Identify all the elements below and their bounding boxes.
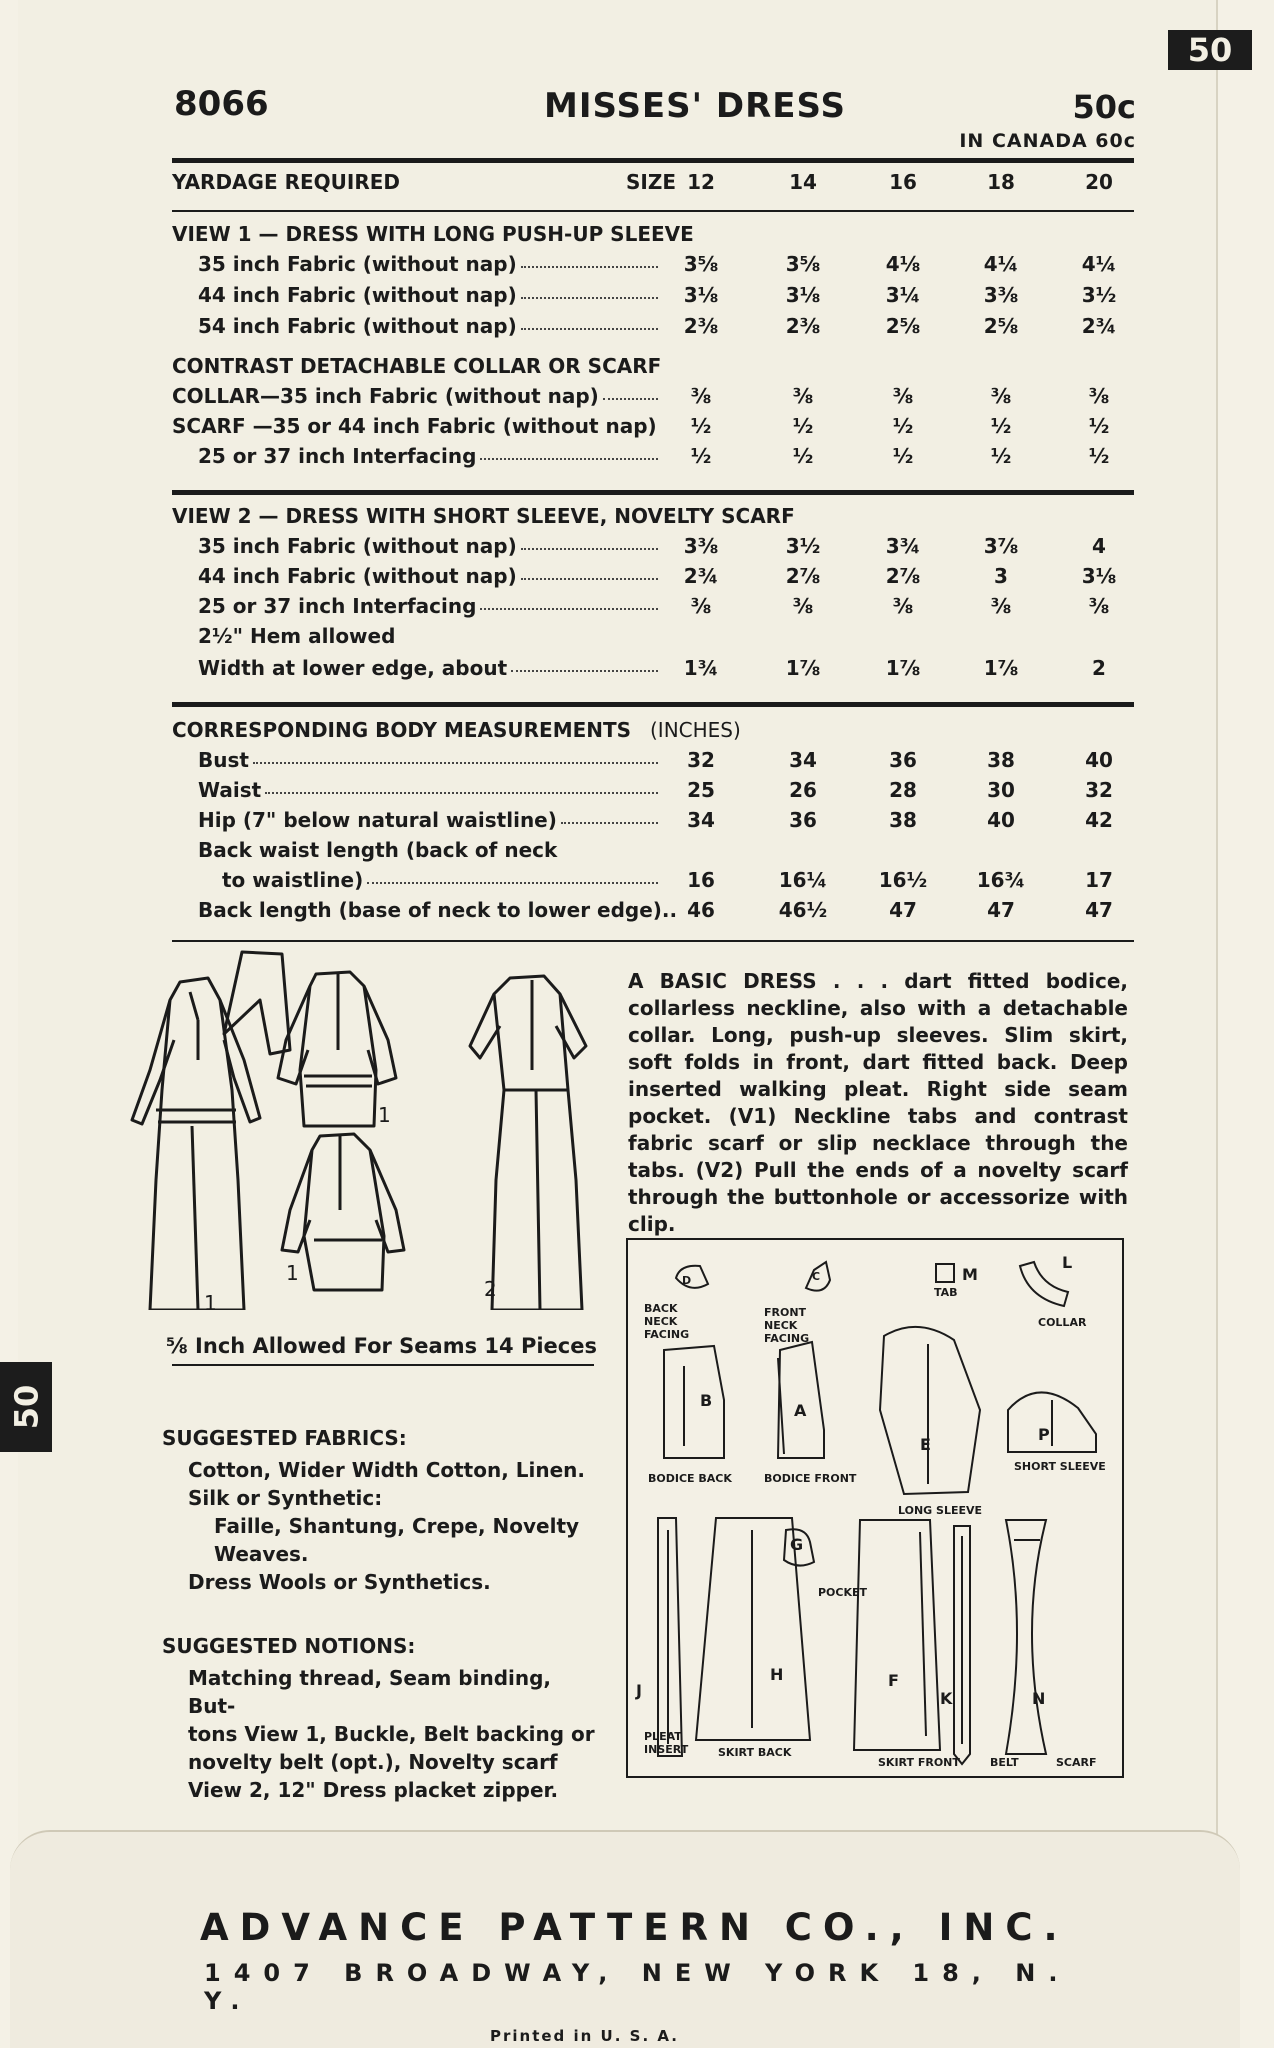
value-cell: 47 (987, 898, 1015, 922)
table-row (172, 252, 1134, 282)
value-cell: ⅜ (892, 594, 914, 618)
value-cell: 2⅝ (983, 314, 1019, 338)
section-heading-unit: (INCHES) (650, 718, 741, 742)
view1-heading-row (172, 222, 1134, 252)
row-label: Waist (198, 778, 262, 802)
value-cell: 2⅜ (785, 314, 821, 338)
size-col: 18 (987, 170, 1015, 194)
divider (172, 940, 1134, 942)
piece-letter: F (888, 1671, 899, 1690)
value-cell: ½ (892, 414, 914, 438)
table-row (172, 808, 1134, 838)
value-cell: 1⅞ (983, 656, 1019, 680)
dress-view-1-front (132, 978, 260, 1310)
value-cell: 30 (987, 778, 1015, 802)
row-label: COLLAR—35 inch Fabric (without nap) (172, 384, 599, 408)
value-cell: ⅜ (990, 384, 1012, 408)
row-label: 44 inch Fabric (without nap) (198, 283, 517, 307)
piece-letter: M (962, 1265, 978, 1284)
piece-name: LONG SLEEVE (898, 1504, 983, 1517)
table-row (172, 898, 1134, 928)
value-cell: ½ (1088, 414, 1110, 438)
table-row (172, 564, 1134, 594)
table-row (172, 594, 1134, 624)
value-cell: 4¼ (983, 252, 1019, 276)
row-label: 54 inch Fabric (without nap) (198, 314, 517, 338)
size-col: 20 (1085, 170, 1113, 194)
fabrics-heading: SUGGESTED FABRICS: (162, 1426, 407, 1450)
piece-name: FACING (764, 1332, 810, 1345)
piece-name: SKIRT BACK (718, 1746, 792, 1759)
value-cell: 47 (889, 898, 917, 922)
piece-name: NECK (644, 1315, 678, 1328)
table-row (172, 283, 1134, 313)
value-cell: 2¾ (683, 564, 719, 588)
row-label: to waistline) (222, 868, 364, 892)
value-cell: 3⅛ (1081, 564, 1117, 588)
notions-heading: SUGGESTED NOTIONS: (162, 1634, 416, 1658)
value-cell: 34 (789, 748, 817, 772)
value-cell: 28 (889, 778, 917, 802)
value-cell: 46 (687, 898, 715, 922)
piece-scarf (1006, 1520, 1046, 1754)
value-cell: ½ (1088, 444, 1110, 468)
dress-view-1-back-bodice (282, 1134, 404, 1290)
yardage-heading: YARDAGE REQUIRED (172, 170, 400, 194)
leader-dots (521, 266, 658, 268)
tab-marker-top: 50 (1168, 30, 1252, 70)
row-label: 44 inch Fabric (without nap) (198, 564, 517, 588)
value-cell: ½ (792, 414, 814, 438)
row-label: Hip (7" below natural waistline) (198, 808, 557, 832)
piece-name: SCARF (1056, 1756, 1097, 1769)
piece-name: BODICE FRONT (764, 1472, 857, 1485)
printed-note: Printed in U. S. A. (490, 2027, 679, 2045)
value-cell: ⅜ (792, 384, 814, 408)
piece-letter: D (682, 1274, 692, 1287)
piece-letter: E (920, 1435, 931, 1454)
row-label: 35 inch Fabric (without nap) (198, 534, 517, 558)
value-cell: ½ (690, 414, 712, 438)
notion-line: Matching thread, Seam binding, But- (188, 1666, 552, 1718)
suggested-fabrics (162, 1424, 602, 1596)
piece-letter: P (1038, 1425, 1050, 1444)
table-row (172, 384, 1134, 414)
table-row (172, 838, 1134, 868)
value-cell: 2¾ (1081, 314, 1117, 338)
piece-name: PLEAT (644, 1730, 682, 1743)
value-cell: 42 (1085, 808, 1113, 832)
view-number: 1 (378, 1103, 391, 1127)
size-col: 14 (789, 170, 817, 194)
piece-name: SHORT SLEEVE (1014, 1460, 1106, 1473)
row-label: SCARF —35 or 44 inch Fabric (without nap) (172, 414, 657, 438)
price-canada: IN CANADA 60c (959, 130, 1136, 152)
seam-allowance-note: ⅝ Inch Allowed For Seams 14 Pieces (166, 1334, 597, 1358)
value-cell: 2⅝ (885, 314, 921, 338)
tab-marker-side-label: 50 (7, 1384, 45, 1430)
piece-letter: C (812, 1270, 821, 1283)
piece-name: TAB (934, 1286, 958, 1299)
dress-description: A BASIC DRESS . . . dart fitted bodice, collarless neckline, also with a detachable collar. Long, push-up sleeves. Slim skirt, soft folds in front, dart fitted back. Deep inserted walking pleat. Right side seam pocket. (V1) Neckline tabs and contrast fabric scarf or slip necklace through the tabs. (V2) Pull the ends of a novelty scarf through the buttonhole or accessorize with clip. (628, 969, 1128, 1236)
value-cell: 36 (789, 808, 817, 832)
piece-letter: L (1062, 1253, 1073, 1272)
fabric-line: Silk or Synthetic: (188, 1486, 383, 1510)
value-cell: 3⅛ (683, 283, 719, 307)
value-cell: ½ (690, 444, 712, 468)
notion-line: novelty belt (opt.), Novelty scarf (188, 1750, 558, 1774)
notion-line: tons View 1, Buckle, Belt backing or (188, 1722, 595, 1746)
table-row (172, 534, 1134, 564)
size-col: 12 (687, 170, 715, 194)
section-heading: CONTRAST DETACHABLE COLLAR OR SCARF (172, 354, 662, 378)
piece-name: NECK (764, 1319, 798, 1332)
notion-line: View 2, 12" Dress placket zipper. (188, 1778, 559, 1802)
leader-dots (480, 608, 658, 610)
leader-dots (521, 297, 658, 299)
size-label: SIZE (625, 170, 676, 194)
tab-marker-side (0, 1362, 52, 1452)
piece-letter: A (794, 1401, 807, 1420)
table-row (172, 778, 1134, 808)
row-label: Width at lower edge, about (198, 656, 508, 680)
value-cell: ⅜ (892, 384, 914, 408)
value-cell: 38 (987, 748, 1015, 772)
leader-dots (603, 398, 658, 400)
piece-tab (936, 1264, 954, 1282)
dress-view-2 (470, 976, 586, 1310)
value-cell: 2⅜ (683, 314, 719, 338)
value-cell: 26 (789, 778, 817, 802)
value-cell: 32 (1085, 778, 1113, 802)
value-cell: 17 (1085, 868, 1113, 892)
value-cell: 3 (994, 564, 1008, 588)
value-cell: 16½ (878, 868, 928, 892)
size-col: 16 (889, 170, 917, 194)
pattern-pieces-diagram (626, 1238, 1124, 1778)
leader-dots (521, 548, 658, 550)
value-cell: 16¼ (778, 868, 828, 892)
value-cell: 2 (1092, 656, 1106, 680)
piece-name: BELT (990, 1756, 1019, 1769)
piece-collar (1020, 1262, 1068, 1306)
piece-name: POCKET (818, 1586, 868, 1599)
value-cell: 16¾ (976, 868, 1026, 892)
value-cell: 40 (1085, 748, 1113, 772)
leader-dots (265, 792, 658, 794)
leader-dots (367, 882, 658, 884)
piece-skirt-front (854, 1520, 940, 1750)
publisher-footer (200, 1906, 1100, 2045)
row-label: Back length (base of neck to lower edge).. (198, 898, 678, 922)
section-heading: CORRESPONDING BODY MEASUREMENTS (172, 718, 632, 742)
fabric-line: Weaves. (214, 1542, 309, 1566)
value-cell: 2⅞ (885, 564, 921, 588)
value-cell: 34 (687, 808, 715, 832)
pattern-pieces-svg (628, 1240, 1126, 1780)
view2-heading-row (172, 504, 1134, 534)
table-row (172, 656, 1134, 686)
value-cell: ⅜ (1088, 384, 1110, 408)
row-label: 25 or 37 inch Interfacing (198, 594, 477, 618)
table-row (172, 444, 1134, 474)
piece-back-neck-facing (676, 1266, 708, 1288)
value-cell: 2⅞ (785, 564, 821, 588)
value-cell: 1⅞ (785, 656, 821, 680)
value-cell: 3⅞ (983, 534, 1019, 558)
value-cell: 3⅝ (683, 252, 719, 276)
value-cell: 1⅞ (885, 656, 921, 680)
company-address: 1407 BROADWAY, NEW YORK 18, N. Y. (204, 1959, 1071, 2015)
piece-letter: H (770, 1665, 784, 1684)
page-title: MISSES' DRESS (544, 86, 846, 126)
piece-bodice-back (664, 1346, 724, 1458)
value-cell: 36 (889, 748, 917, 772)
piece-name: FACING (644, 1328, 690, 1341)
leader-dots (561, 822, 658, 824)
table-row (172, 314, 1134, 344)
fabric-line: Dress Wools or Synthetics. (188, 1570, 491, 1594)
dress-illustrations (120, 950, 620, 1310)
contrast-heading-row (172, 354, 1134, 384)
piece-name: SKIRT FRONT (878, 1756, 960, 1769)
section-heading: VIEW 1 — DRESS WITH LONG PUSH-UP SLEEVE (172, 222, 694, 246)
leader-dots (511, 670, 658, 672)
value-cell: ⅜ (990, 594, 1012, 618)
table-row (172, 414, 1134, 444)
price: 50c (1072, 88, 1136, 126)
piece-pleat-insert (658, 1518, 682, 1756)
leader-dots (253, 762, 658, 764)
leader-dots (480, 458, 658, 460)
piece-name: COLLAR (1038, 1316, 1087, 1329)
piece-letter: G (790, 1535, 804, 1554)
table-row (172, 748, 1134, 778)
value-cell: 46½ (778, 898, 828, 922)
fabric-line: Cotton, Wider Width Cotton, Linen. (188, 1458, 586, 1482)
value-cell: ½ (892, 444, 914, 468)
value-cell: 3⅛ (785, 283, 821, 307)
value-cell: 3½ (1081, 283, 1117, 307)
section-heading: VIEW 2 — DRESS WITH SHORT SLEEVE, NOVELTY SCARF (172, 504, 795, 528)
row-label: Bust (198, 748, 249, 772)
value-cell: 4⅛ (885, 252, 921, 276)
company-name: ADVANCE PATTERN CO., INC. (200, 1906, 1069, 1949)
value-cell: 3¼ (885, 283, 921, 307)
value-cell: ½ (990, 414, 1012, 438)
value-cell: 47 (1085, 898, 1113, 922)
leader-dots (521, 328, 658, 330)
piece-letter: J (636, 1681, 642, 1700)
value-cell: 3¾ (885, 534, 921, 558)
yardage-table (172, 0, 1134, 940)
table-row (172, 868, 1134, 898)
value-cell: ½ (792, 444, 814, 468)
value-cell: ⅜ (792, 594, 814, 618)
value-cell: ⅜ (690, 384, 712, 408)
yardage-header-row (172, 170, 1134, 200)
piece-letter: K (940, 1689, 953, 1708)
value-cell: 25 (687, 778, 715, 802)
row-label: Back waist length (back of neck (198, 838, 558, 862)
row-label: 25 or 37 inch Interfacing (198, 444, 477, 468)
value-cell: 3⅝ (785, 252, 821, 276)
piece-name: BODICE BACK (648, 1472, 732, 1485)
table-row (172, 624, 1134, 654)
value-cell: 3⅜ (983, 283, 1019, 307)
fabric-line: Faille, Shantung, Crepe, Novelty (214, 1514, 580, 1538)
body-heading-row (172, 718, 1134, 748)
value-cell: ⅜ (690, 594, 712, 618)
dress-view-1-back (278, 972, 396, 1127)
piece-bodice-front (778, 1342, 824, 1458)
value-cell: ⅜ (1088, 594, 1110, 618)
pattern-number: 8066 (174, 84, 269, 124)
value-cell: ½ (990, 444, 1012, 468)
value-cell: 3½ (785, 534, 821, 558)
value-cell: 16 (687, 868, 715, 892)
leader-dots (521, 578, 658, 580)
piece-name: INSERT (644, 1743, 689, 1756)
piece-name: BACK (644, 1302, 678, 1315)
piece-long-sleeve (880, 1327, 980, 1494)
row-label: 35 inch Fabric (without nap) (198, 252, 517, 276)
value-cell: 4¼ (1081, 252, 1117, 276)
piece-name: FRONT (764, 1306, 807, 1319)
row-label: 2½" Hem allowed (198, 624, 396, 648)
value-cell: 32 (687, 748, 715, 772)
value-cell: 1¾ (683, 656, 719, 680)
piece-letter: B (700, 1391, 713, 1410)
value-cell: 3⅜ (683, 534, 719, 558)
piece-letter: N (1032, 1689, 1046, 1708)
view-number: 2 (484, 1277, 497, 1301)
value-cell: 38 (889, 808, 917, 832)
view-number: 1 (286, 1261, 299, 1285)
value-cell: 40 (987, 808, 1015, 832)
view-number: 1 (204, 1291, 217, 1310)
suggested-notions (162, 1632, 602, 1804)
divider (172, 1364, 594, 1366)
value-cell: 4 (1092, 534, 1106, 558)
